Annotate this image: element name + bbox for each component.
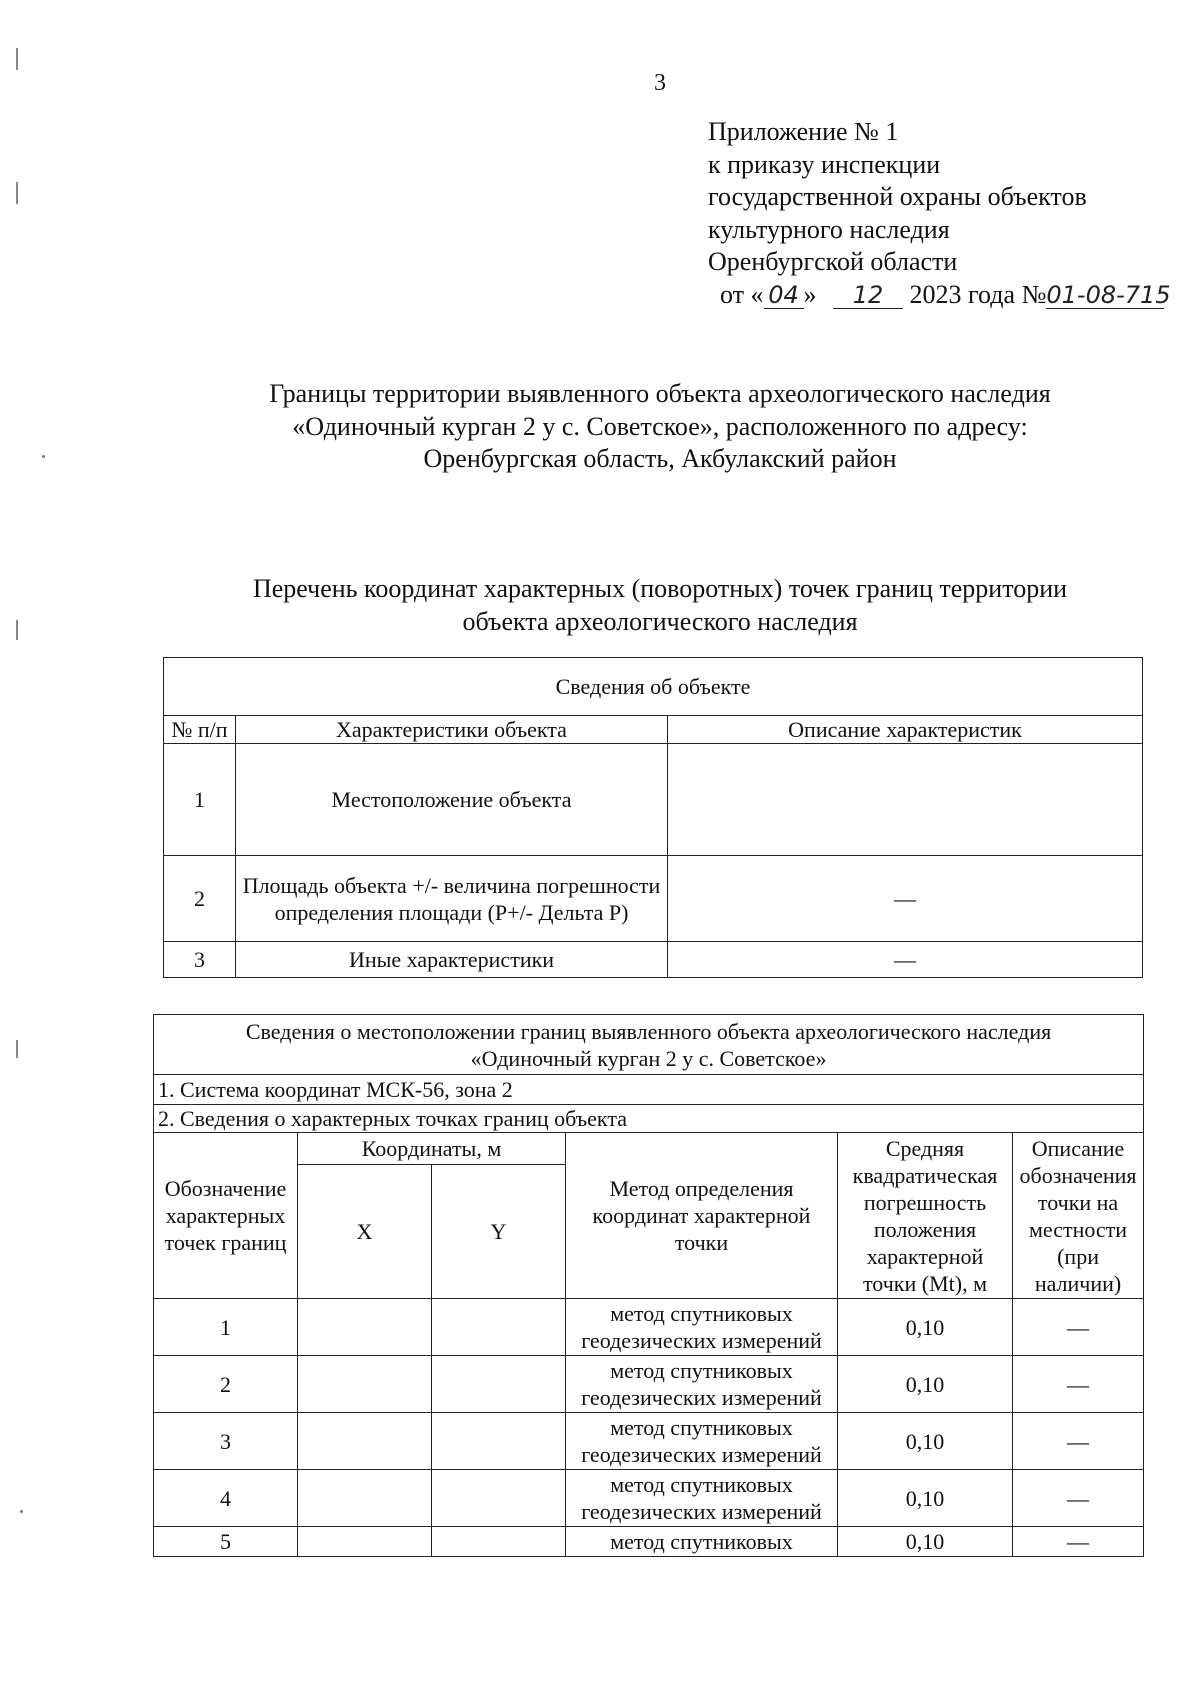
point-method: метод спутниковых геодезических измерений	[566, 1413, 838, 1470]
table-row	[154, 1413, 1144, 1470]
table-row	[164, 942, 1143, 978]
point-description: —	[1013, 1527, 1144, 1557]
scan-artifact	[20, 1510, 23, 1513]
subtitle-line: Перечень координат характерных (поворотных) точек границ территории	[252, 574, 1068, 603]
table-row	[154, 1527, 1144, 1557]
point-y	[432, 1527, 566, 1557]
row-number: 3	[164, 942, 236, 978]
point-method: метод спутниковых геодезических измерений	[566, 1470, 838, 1527]
header-cell: Описание характеристик	[668, 716, 1143, 744]
point-description: —	[1013, 1299, 1144, 1356]
handwritten-day: 04	[764, 282, 804, 309]
header-y: Y	[432, 1165, 566, 1299]
title-line: Оренбургская область, Акбулакский район	[423, 444, 897, 473]
point-error: 0,10	[838, 1470, 1013, 1527]
object-info-table	[163, 657, 1143, 978]
point-error: 0,10	[838, 1413, 1013, 1470]
page-number: 3	[654, 70, 666, 96]
table-row	[154, 1356, 1144, 1413]
title-line: «Одиночный курган 2 у с. Советское», расположенного по адресу:	[292, 411, 1028, 441]
header-cell: № п/п	[164, 716, 236, 744]
row-name: Площадь объекта +/- величина погрешности определения площади (P+/- Дельта P)	[236, 856, 668, 942]
appendix-block	[708, 116, 1171, 311]
point-number: 3	[154, 1413, 298, 1470]
row-number: 1	[164, 744, 236, 856]
row-number: 2	[164, 856, 236, 942]
caption-line: «Одиночный курган 2 у с. Советское»	[470, 1045, 827, 1071]
date-mid: »	[803, 279, 817, 309]
header-cell: Характеристики объекта	[236, 716, 668, 744]
title-line: Границы территории выявленного объекта археологического наследия	[269, 379, 1051, 408]
header-error: Средняя квадратическая погрешность положения характерной точки (Mt), м	[838, 1133, 1013, 1299]
scan-artifact	[16, 48, 18, 70]
row-description	[668, 744, 1143, 856]
point-x	[298, 1470, 432, 1527]
point-y	[432, 1413, 566, 1470]
point-x	[298, 1413, 432, 1470]
document-title	[100, 378, 1200, 476]
table-row	[164, 856, 1143, 942]
date-year: 2023 года №	[909, 279, 1047, 309]
table-row	[154, 1470, 1144, 1527]
date-prefix: от «	[720, 279, 764, 309]
handwritten-number: 01-08-715	[1046, 280, 1171, 309]
point-y	[432, 1299, 566, 1356]
header-description: Описание обозначения точки на местности (при наличии)	[1013, 1133, 1144, 1299]
point-number: 2	[154, 1356, 298, 1413]
scan-artifact	[16, 1040, 18, 1058]
point-method: метод спутниковых	[566, 1527, 838, 1557]
location-table	[153, 1014, 1144, 1557]
point-description: —	[1013, 1470, 1144, 1527]
point-method: метод спутниковых геодезических измерений	[566, 1299, 838, 1356]
row-name: Иные характеристики	[236, 942, 668, 978]
coordinate-system: 1. Система координат МСК-56, зона 2	[154, 1075, 1144, 1105]
subtitle-line: объекта археологического наследия	[462, 606, 858, 636]
point-number: 4	[154, 1470, 298, 1527]
point-error: 0,10	[838, 1527, 1013, 1557]
point-number: 5	[154, 1527, 298, 1557]
point-description: —	[1013, 1413, 1144, 1470]
header-x: X	[298, 1165, 432, 1299]
row-description: —	[668, 856, 1143, 942]
scan-artifact	[16, 182, 18, 204]
point-x	[298, 1356, 432, 1413]
appendix-line: культурного наследия	[708, 214, 950, 244]
point-y	[432, 1356, 566, 1413]
row-name: Местоположение объекта	[236, 744, 668, 856]
points-heading: 2. Сведения о характерных точках границ объекта	[154, 1105, 1144, 1133]
table-row	[164, 744, 1143, 856]
table-row	[154, 1299, 1144, 1356]
location-table-caption	[154, 1015, 1144, 1075]
header-point: Обозначение характерных точек границ	[154, 1133, 298, 1299]
header-method: Метод определения координат характерной точки	[566, 1133, 838, 1299]
scan-artifact	[16, 620, 18, 640]
point-x	[298, 1527, 432, 1557]
point-number: 1	[154, 1299, 298, 1356]
caption-line: Сведения о местоположении границ выявленного объекта археологического наследия	[245, 1018, 1052, 1044]
row-description: —	[668, 942, 1143, 978]
point-error: 0,10	[838, 1299, 1013, 1356]
section-title	[100, 573, 1200, 638]
point-method: метод спутниковых геодезических измерений	[566, 1356, 838, 1413]
point-description: —	[1013, 1356, 1144, 1413]
point-x	[298, 1299, 432, 1356]
object-table-caption: Сведения об объекте	[164, 658, 1143, 716]
header-coordinates: Координаты, м	[298, 1133, 566, 1165]
appendix-date-line	[708, 279, 1171, 312]
appendix-line: Оренбургской области	[708, 247, 958, 276]
appendix-line: Приложение № 1	[708, 117, 899, 146]
appendix-line: к приказу инспекции	[708, 149, 941, 179]
handwritten-month: 12	[833, 282, 903, 309]
point-error: 0,10	[838, 1356, 1013, 1413]
scan-artifact	[42, 455, 45, 458]
point-y	[432, 1470, 566, 1527]
appendix-line: государственной охраны объектов	[708, 182, 1087, 211]
